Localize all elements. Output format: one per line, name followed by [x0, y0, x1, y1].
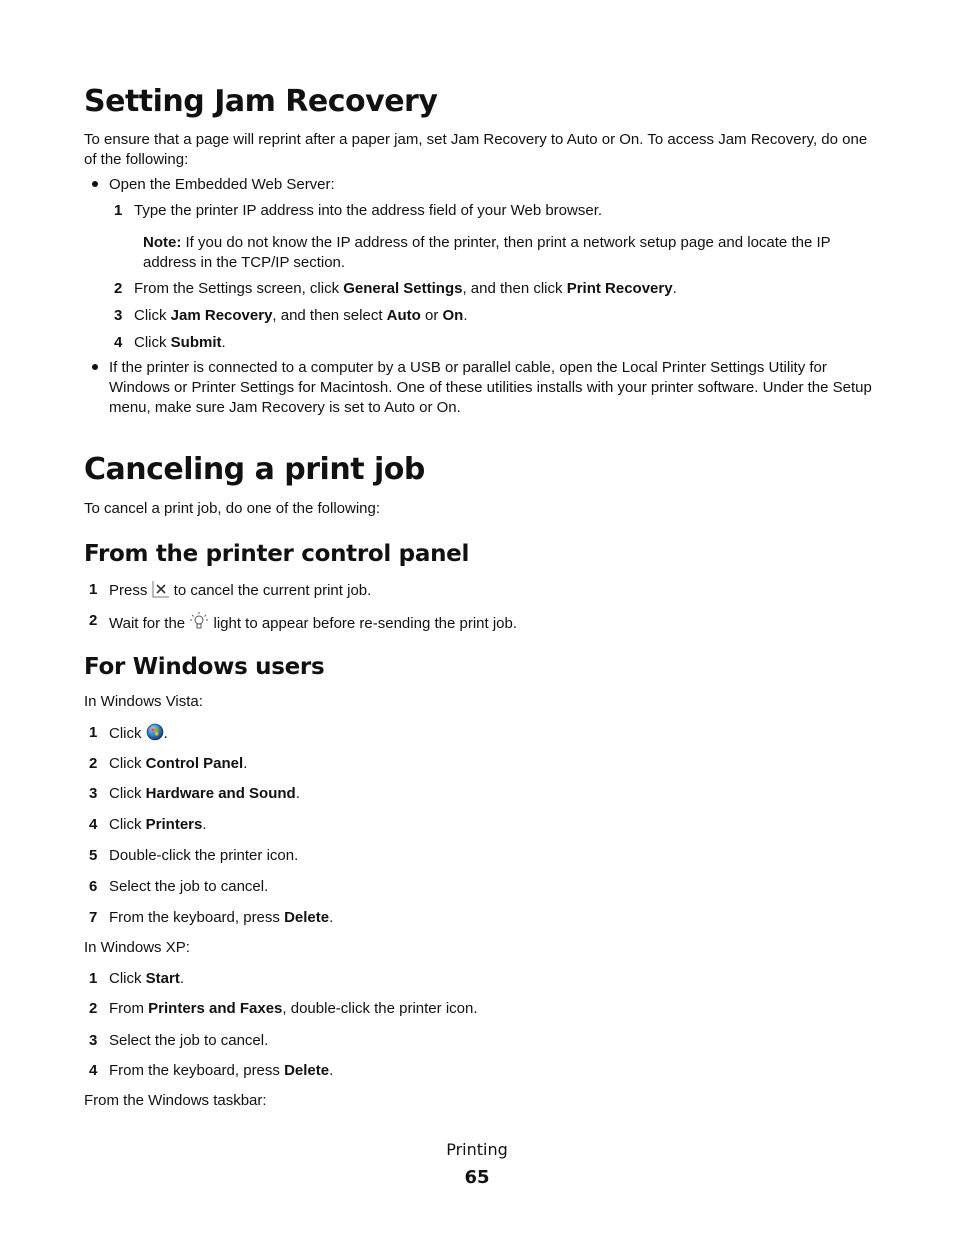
step-text: Click Control Panel.: [109, 755, 248, 772]
os-label: In Windows XP:: [84, 939, 190, 956]
step-text: Wait for the light to appear before re-sending the print job.: [109, 611, 517, 637]
bullet-marker: [92, 364, 98, 370]
step-number: 1: [89, 581, 98, 598]
step-text: Double-click the printer icon.: [109, 847, 299, 864]
step-number: 2: [89, 1000, 98, 1017]
section-intro: To ensure that a page will reprint after a paper jam, set Jam Recovery to Auto or On. To access Jam Recovery, do one of the following:: [84, 131, 868, 168]
bullet-text: Open the Embedded Web Server:: [109, 176, 335, 193]
step-number: 5: [89, 847, 98, 864]
step-number: 2: [89, 755, 98, 772]
note-text: If you do not know the IP address of the printer, then print a network setup page and locate the IP address in the TCP/IP section.: [143, 234, 831, 271]
cancel-x-icon: [152, 580, 170, 604]
page-number: 65: [464, 1167, 490, 1188]
step-number: 1: [114, 202, 123, 219]
subsection-title-windows: For Windows users: [84, 654, 325, 680]
section-intro: To cancel a print job, do one of the following:: [84, 500, 381, 517]
step-number: 3: [114, 307, 123, 324]
step-text: Click Submit.: [134, 334, 226, 351]
step-text: Click Printers.: [109, 816, 207, 833]
os-label: From the Windows taskbar:: [84, 1092, 267, 1109]
step-text: Click Start.: [109, 970, 185, 987]
step-text: Select the job to cancel.: [109, 1032, 269, 1049]
section-title-canceling: Canceling a print job: [84, 452, 425, 487]
step-text: Type the printer IP address into the address field of your Web browser.: [134, 202, 603, 219]
lightbulb-icon: [189, 611, 209, 637]
section-title-jam-recovery: Setting Jam Recovery: [84, 84, 438, 119]
footer-section-label: Printing: [446, 1140, 508, 1159]
step-number: 2: [114, 280, 123, 297]
bullet-text: If the printer is connected to a computer by a USB or parallel cable, open the Local Printer Settings Utility for Windows or Printer Settings for Macintosh. One of these utilities installs with your printer software. Under the Setup menu, make sure Jam Recovery is set to Auto or On.: [109, 359, 872, 416]
step-text: From the Settings screen, click General Settings, and then click Print Recovery.: [134, 280, 677, 297]
windows-start-orb-icon: [146, 723, 164, 747]
step-text: From the keyboard, press Delete.: [109, 909, 334, 926]
step-number: 3: [89, 1032, 98, 1049]
step-text: Select the job to cancel.: [109, 878, 269, 895]
bullet-marker: [92, 181, 98, 187]
os-label: In Windows Vista:: [84, 693, 203, 710]
note-block: [143, 233, 873, 273]
step-number: 6: [89, 878, 98, 895]
note-label: Note:: [143, 234, 182, 251]
step-number: 4: [89, 816, 98, 833]
step-text: Click Jam Recovery, and then select Auto or On.: [134, 307, 468, 324]
step-text: From Printers and Faxes, double-click the printer icon.: [109, 1000, 478, 1017]
step-number: 4: [114, 334, 123, 351]
step-text: Click Hardware and Sound.: [109, 785, 300, 802]
step-text: Click .: [109, 723, 168, 747]
step-number: 1: [89, 970, 98, 987]
step-number: 2: [89, 612, 98, 629]
subsection-title-control-panel: From the printer control panel: [84, 541, 470, 567]
step-text: From the keyboard, press Delete.: [109, 1062, 334, 1079]
step-text: Press to cancel the current print job.: [109, 580, 371, 604]
step-number: 4: [89, 1062, 98, 1079]
step-number: 7: [89, 909, 98, 926]
step-number: 1: [89, 724, 98, 741]
step-number: 3: [89, 785, 98, 802]
